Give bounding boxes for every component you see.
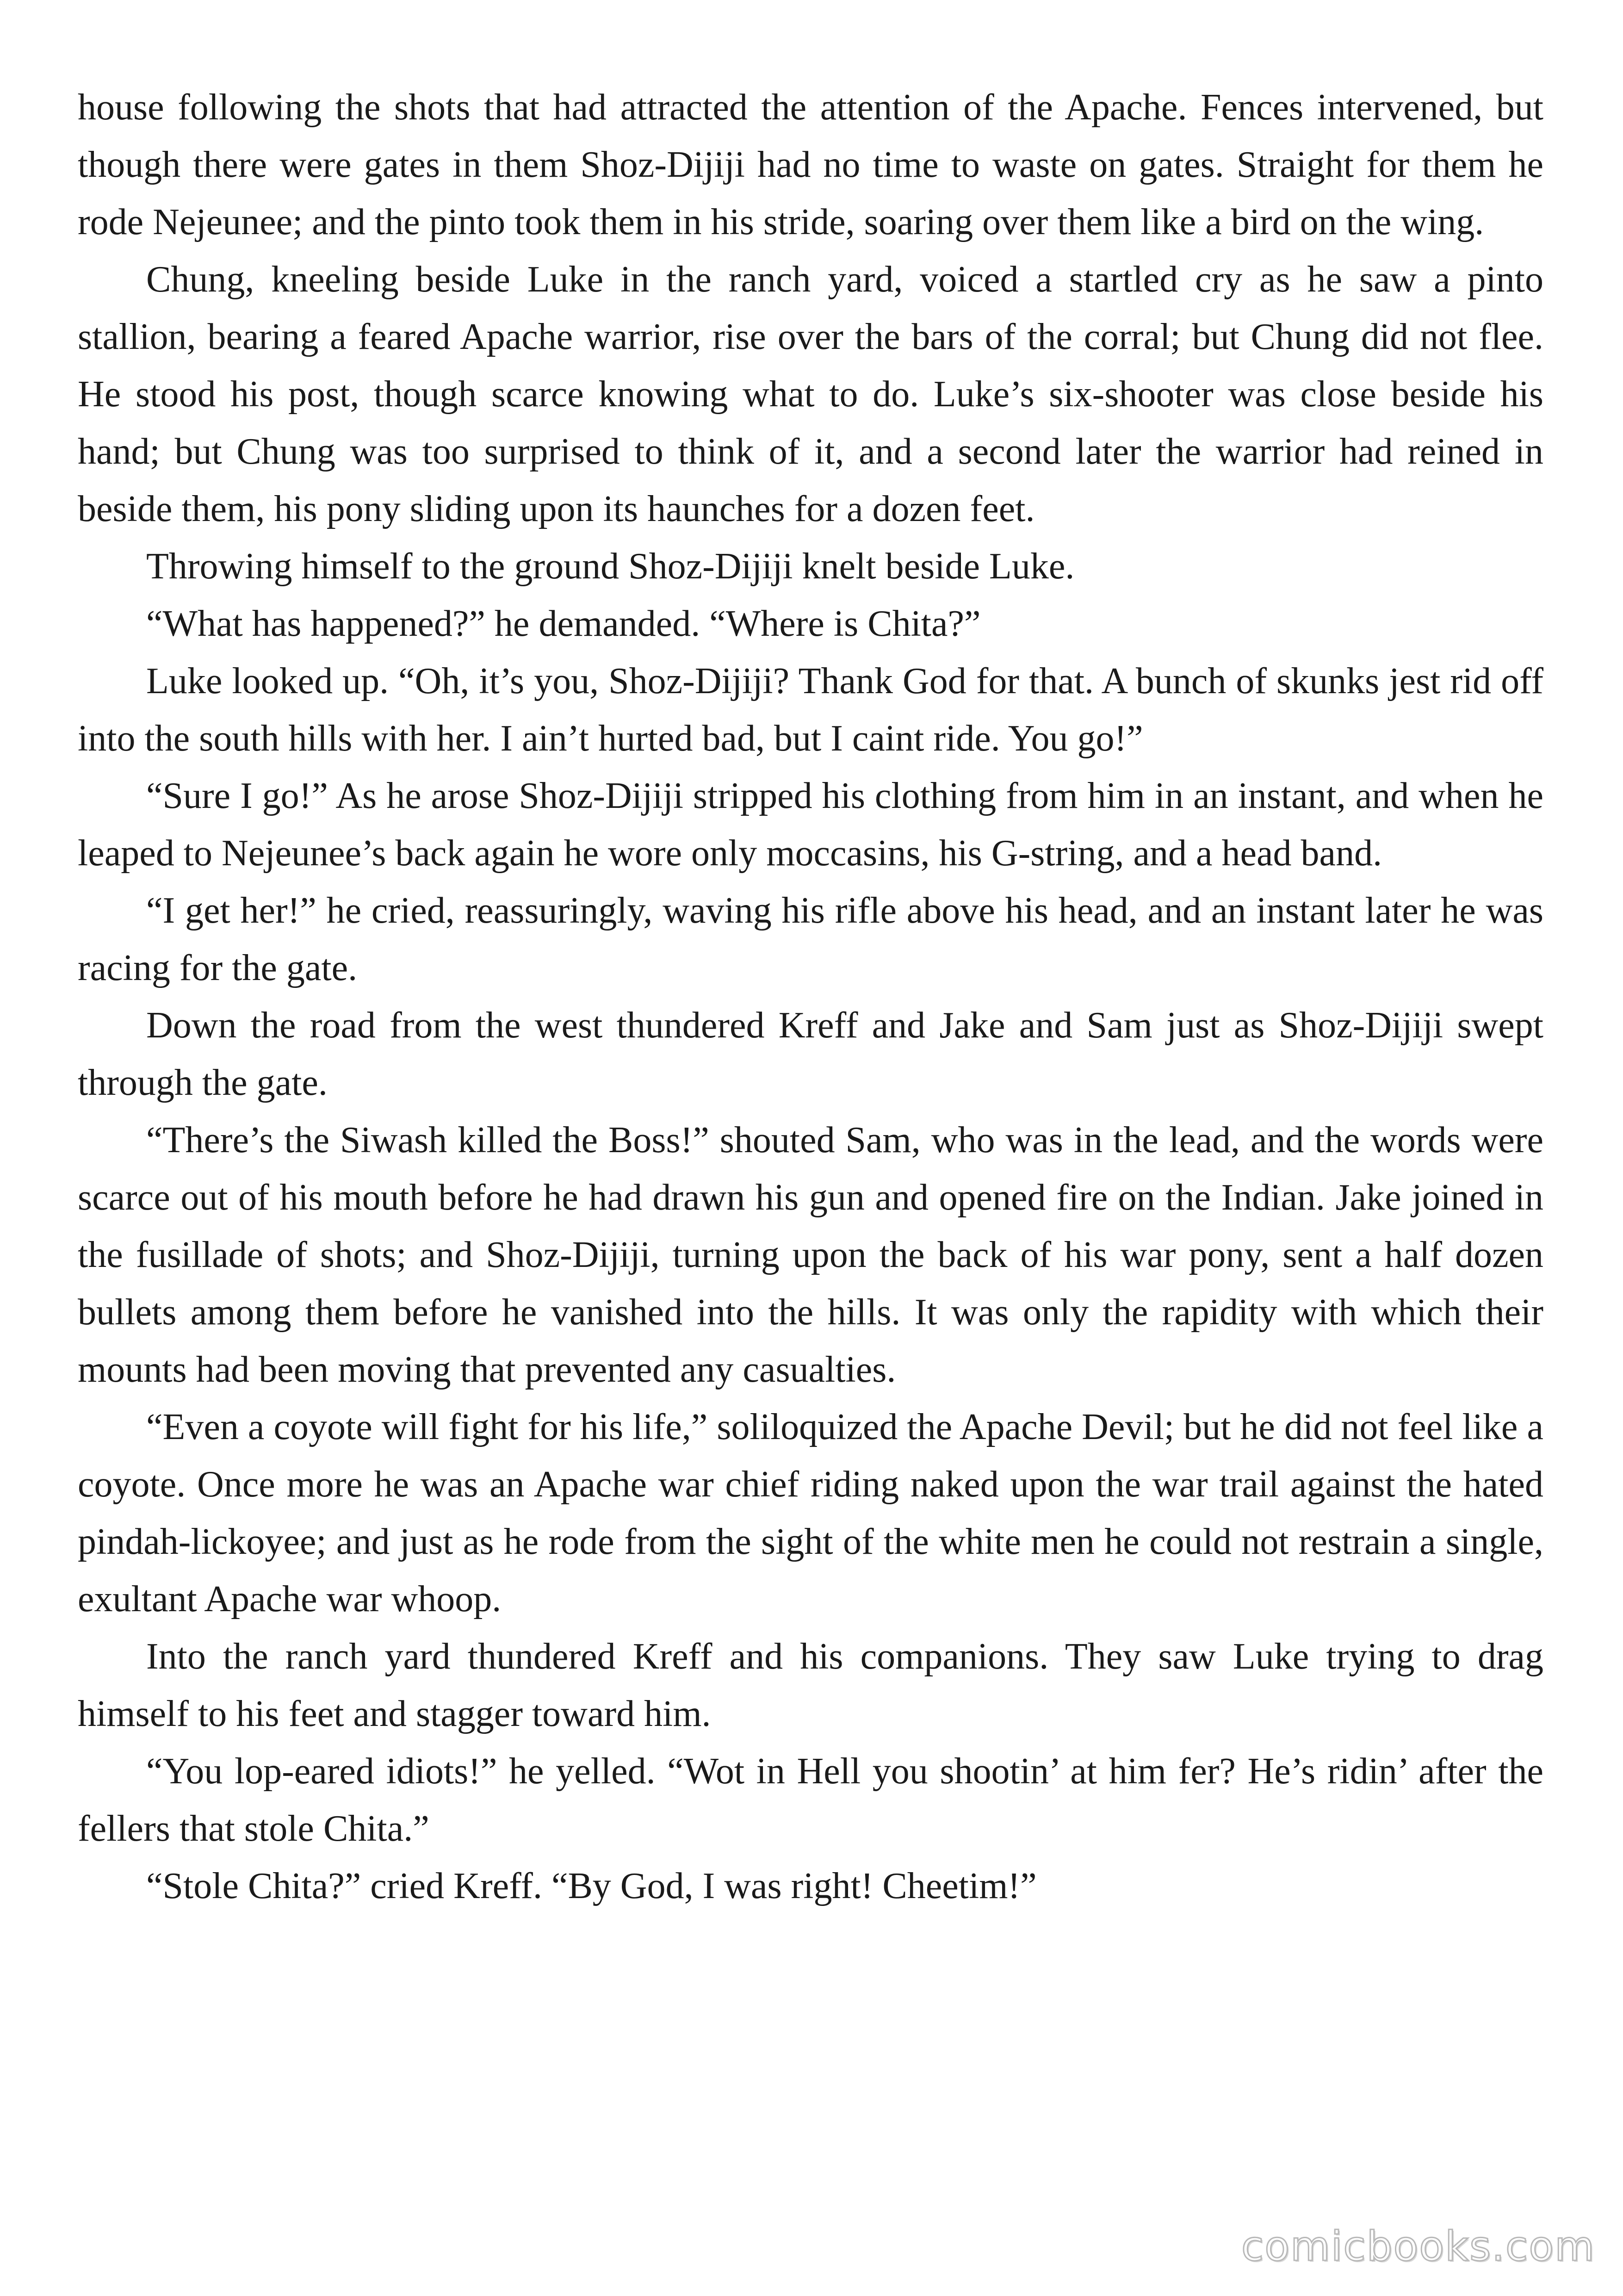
watermark: comicbooks.com — [1241, 2222, 1595, 2270]
paragraph: “Sure I go!” As he arose Shoz-Dijiji stripped his clothing from him in an instant, and when he leaped to Nejeunee’s back again he wore only moccasins, his G-string, and a head band. — [78, 776, 1543, 874]
paragraph: “What has happened?” he demanded. “Where is Chita?” — [146, 603, 981, 644]
paragraph: Chung, kneeling beside Luke in the ranch yard, voiced a startled cry as he saw a pinto stallion, bearing a feared Apache warrior, rise over the bars of the corral; but Chung did not flee. He stood his post, though scarce knowing what to do. Luke’s six-shooter was close beside his hand; but Chung was too surprised to think of it, and a second later the warrior had reined in beside them, his pony sliding upon its haunches for a dozen feet. — [78, 259, 1543, 529]
paragraph: “You lop-eared idiots!” he yelled. “Wot in Hell you shootin’ at him fer? He’s ridin’ after the fellers that stole Chita.” — [78, 1751, 1543, 1849]
paragraph: “Even a coyote will fight for his life,” soliloquized the Apache Devil; but he did not feel like a coyote. Once more he was an Apache war chief riding naked upon the war trail against the hated pindah-lickoyee; and just as he rode from the sight of the white men he could not restrain a single, exultant Apache war whoop. — [78, 1407, 1543, 1620]
paragraph-continued: house following the shots that had attracted the attention of the Apache. Fences intervened, but though there were gates in them Shoz-Dijiji had no time to waste on gates. Straight for them he rode Nejeunee; and the pinto took them in his stride, soaring over them like a bird on the wing. — [78, 87, 1543, 242]
paragraph: Down the road from the west thundered Kreff and Jake and Sam just as Shoz-Dijiji swept through the gate. — [78, 1005, 1543, 1103]
paragraph: Luke looked up. “Oh, it’s you, Shoz-Dijiji? Thank God for that. A bunch of skunks jest rid off into the south hills with her. I ain’t hurted bad, but I caint ride. You go!” — [78, 661, 1543, 759]
paragraph: Into the ranch yard thundered Kreff and his companions. They saw Luke trying to drag himself to his feet and stagger toward him. — [78, 1636, 1543, 1734]
paragraph: Throwing himself to the ground Shoz-Dijiji knelt beside Luke. — [146, 546, 1075, 587]
paragraph: “I get her!” he cried, reassuringly, waving his rifle above his head, and an instant later he was racing for the gate. — [78, 890, 1543, 988]
paragraph: “Stole Chita?” cried Kreff. “By God, I was right! Cheetim!” — [146, 1866, 1037, 1906]
page-body — [78, 79, 1543, 1915]
paragraph: “There’s the Siwash killed the Boss!” shouted Sam, who was in the lead, and the words were scarce out of his mouth before he had drawn his gun and opened fire on the Indian. Jake joined in the fusillade of shots; and Shoz-Dijiji, turning upon the back of his war pony, sent a half dozen bullets among them before he vanished into the hills. It was only the rapidity with which their mounts had been moving that prevented any casualties. — [78, 1120, 1543, 1390]
